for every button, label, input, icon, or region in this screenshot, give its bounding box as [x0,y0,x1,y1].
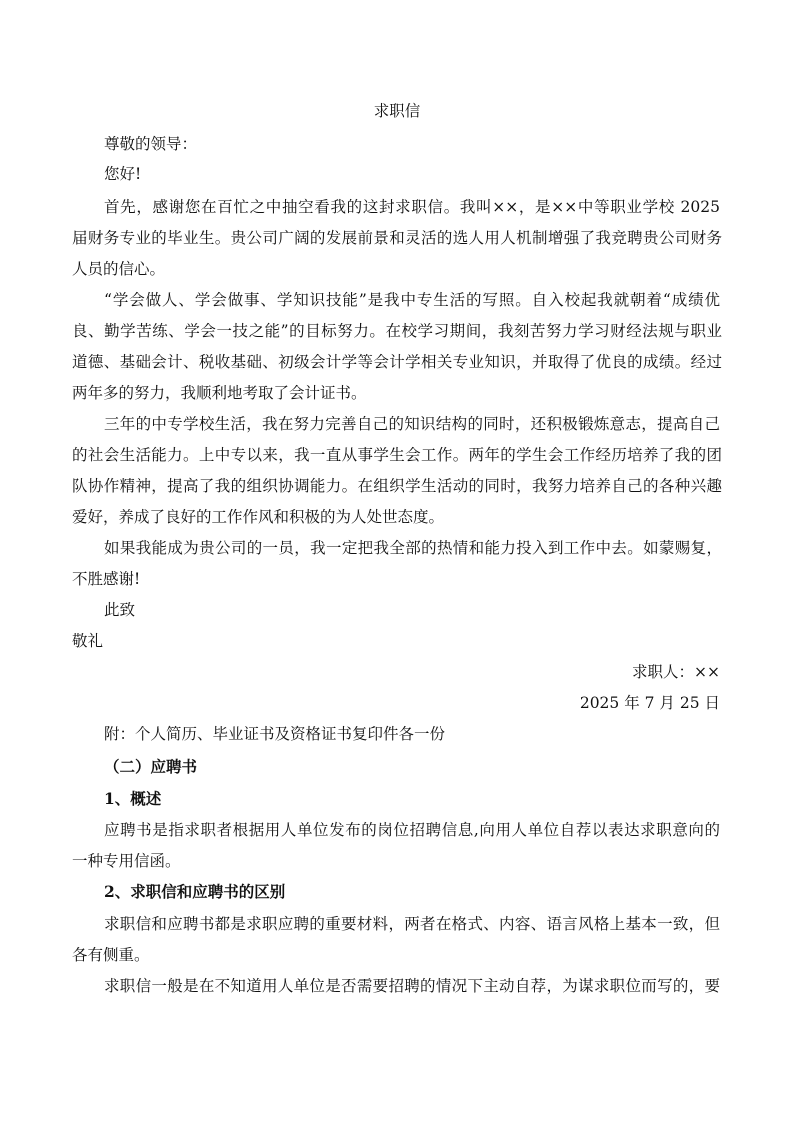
attachment-note: 附：个人简历、毕业证书及资格证书复印件各一份 [104,725,446,743]
closing-phrase: 此致 [104,601,136,619]
subsection-2-line-2: 各有侧重。 [72,946,150,964]
subsection-2-line-3: 求职信一般是在不知道用人单位是否需要招聘的情况下主动自荐，为谋求职位而写的，要 [104,977,720,995]
subsection-2-heading: 2、求职信和应聘书的区别 [104,882,286,901]
paragraph-3-line-2: 的社会生活能力。上中专以来，我一直从事学生会工作。两年的学生会工作经历培养了我的团 [72,446,722,464]
paragraph-1-line-2: 届财务专业的毕业生。贵公司广阔的发展前景和灵活的选人用人机制增强了我竞聘贵公司财务 [72,229,722,247]
paragraph-3-line-3: 队协作精神，提高了我的组织协调能力。在组织学生活动的同时，我努力培养自己的各种兴趣 [72,477,722,495]
paragraph-4-line-2: 不胜感谢! [72,570,141,588]
paragraph-2-line-3: 道德、基础会计、税收基础、初级会计学等会计学相关专业知识，并取得了优良的成绩。经过 [72,353,722,371]
page-title: 求职信 [373,102,421,120]
subsection-1-line-1: 应聘书是指求职者根据用人单位发布的岗位招聘信息,向用人单位自荐以表达求职意向的 [104,821,720,839]
paragraph-2-line-2: 良、勤学苦练、学会一技之能”的目标努力。在校学习期间，我刻苦努力学习财经法规与职业 [72,322,722,340]
paragraph-3-line-1: 三年的中专学校生活，我在努力完善自己的知识结构的同时，还积极锻炼意志，提高自己 [104,415,720,433]
closing-salute: 敬礼 [72,632,104,650]
salutation: 尊敬的领导： [104,135,198,153]
greeting: 您好! [104,165,142,183]
paragraph-4-line-1: 如果我能成为贵公司的一员，我一定把我全部的热情和能力投入到工作中去。如蒙赐复， [104,539,722,557]
paragraph-1-line-3: 人员的信心。 [72,260,166,278]
subsection-1-heading: 1、概述 [104,789,162,808]
paragraph-3-line-4: 爱好，养成了良好的工作作风和积极的为人处世态度。 [72,508,445,526]
section-heading: （二）应聘书 [104,757,198,776]
paragraph-2-line-4: 两年多的努力，我顺利地考取了会计证书。 [72,384,367,402]
subsection-2-line-1: 求职信和应聘书都是求职应聘的重要材料，两者在格式、内容、语言风格上基本一致，但 [104,915,720,933]
paragraph-2-line-1: “学会做人、学会做事、学知识技能”是我中专生活的写照。自入校起我就朝着“成绩优 [104,291,720,309]
paragraph-1-line-1: 首先，感谢您在百忙之中抽空看我的这封求职信。我叫××，是××中等职业学校 2025 [104,198,720,216]
subsection-1-line-2: 一种专用信函。 [72,852,181,870]
signature: 求职人：×× [632,663,720,681]
letter-date: 2025 年 7 月 25 日 [579,694,720,712]
